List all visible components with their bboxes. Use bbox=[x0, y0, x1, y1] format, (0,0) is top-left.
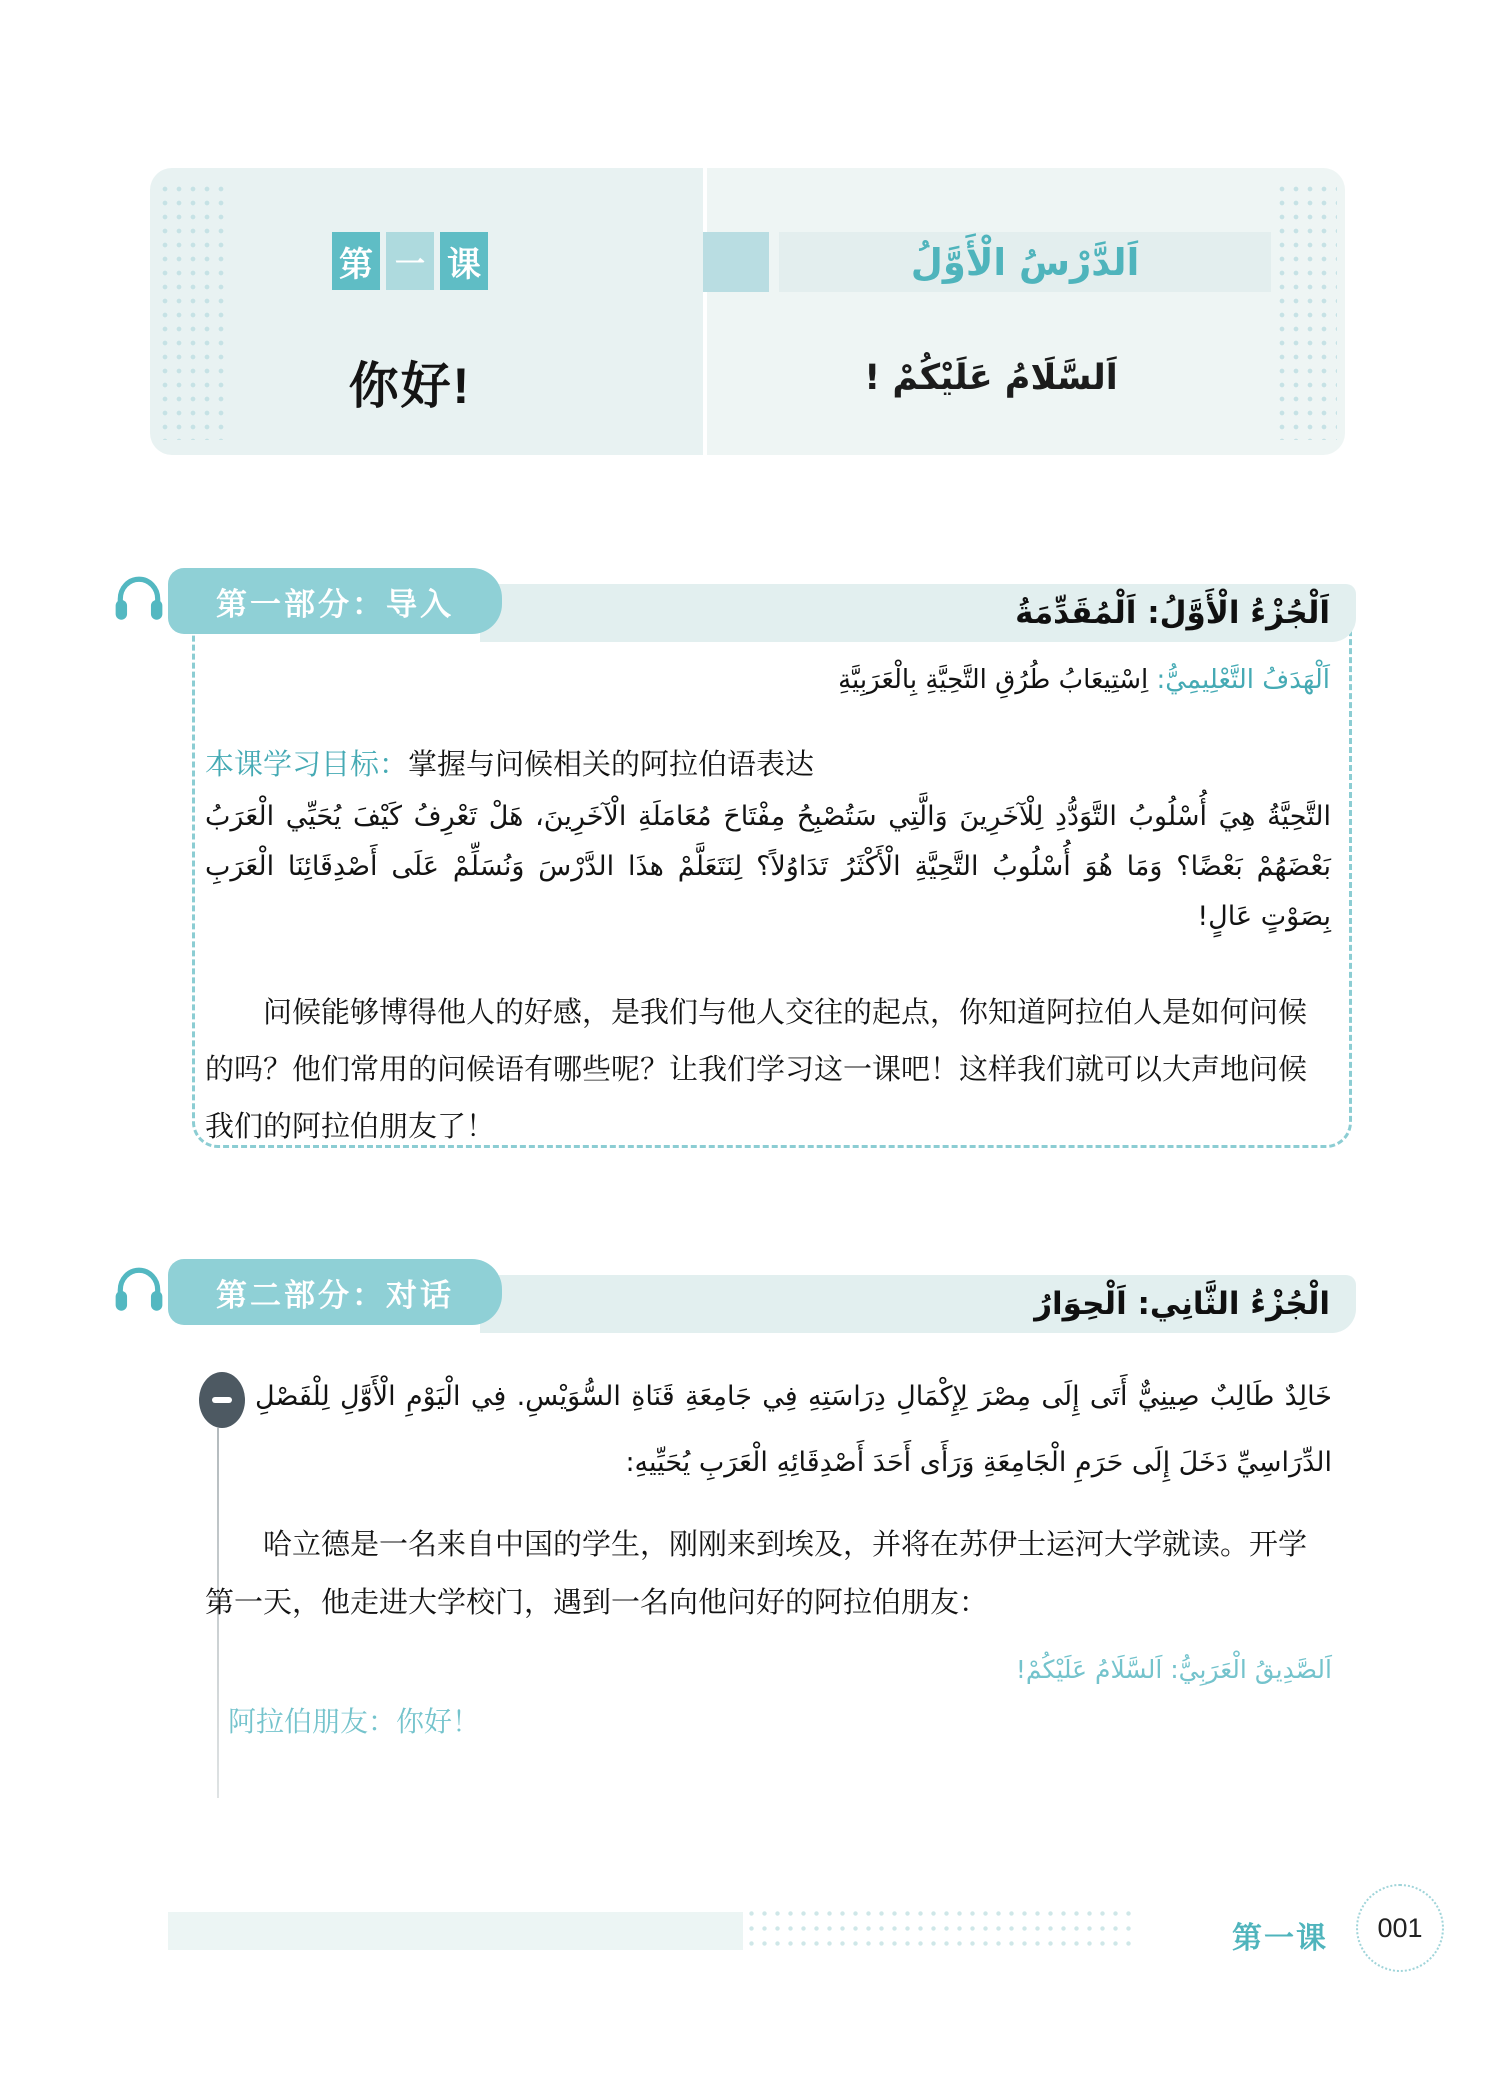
dialogue-narration-chinese: 哈立德是一名来自中国的学生，刚刚来到埃及，并将在苏伊士运河大学就读。开学第一天，他走进大学校门，遇到一名向他问好的阿拉伯朋友： bbox=[205, 1529, 1308, 1619]
lesson-badge-last: 课 bbox=[440, 232, 488, 290]
objective-label-arabic: اَلْهَدَفُ التَّعْلِيمِيُّ: bbox=[1156, 665, 1330, 695]
section-heading-arabic: اَلْجُزْءُ الْأَوَّلُ: اَلْمُقَدِّمَةُ bbox=[1015, 595, 1330, 631]
section-tab-label: 第二部分：对话 bbox=[216, 1277, 454, 1313]
page-number: 001 bbox=[1377, 1912, 1423, 1943]
headphones-icon bbox=[112, 574, 166, 626]
dialogue-narration-arabic: خَالِدٌ طَالِبٌ صِينِيٌّ أَتَى إِلَى مِصْرَ لِإِكْمَالِ دِرَاسَتِهِ فِي جَامِعَةِ قَنَاةِ السُّوَيْسِ. فِي الْيَوْمِ الْأَوَّلِ لِلْفَصْلِ الدِّرَاسِيِّ دَخَلَ إِلَى حَرَمِ الْجَامِعَةِ وَرَأَى أَحَدَ أَصْدِقَائِهِ الْعَرَبِ يُحَيِّيهِ: bbox=[255, 1381, 1332, 1478]
section-tab-intro bbox=[168, 568, 502, 634]
section-tab-dialogue bbox=[168, 1259, 502, 1325]
lesson-badge-first: 第 bbox=[332, 232, 380, 290]
numeral-one-icon bbox=[212, 1397, 232, 1403]
accent-square bbox=[703, 232, 769, 292]
lesson-badge-middle: 一 bbox=[386, 232, 434, 290]
section-band-intro bbox=[480, 584, 1356, 642]
lesson-greeting-arabic: اَلسَّلَامُ عَلَيْكُمْ ! bbox=[864, 358, 1118, 398]
lesson-title-chinese: 你好! bbox=[348, 358, 472, 414]
headphones-icon bbox=[112, 1265, 166, 1317]
section-heading-arabic: الْجُزْءُ الثَّانِي: اَلْحِوَارُ bbox=[1034, 1286, 1330, 1322]
objective-line-arabic bbox=[220, 648, 1330, 712]
dialogue-number-badge bbox=[199, 1372, 245, 1428]
lesson-title-bar bbox=[779, 232, 1271, 292]
objective-text-chinese: 掌握与问候相关的阿拉伯语表达 bbox=[408, 749, 815, 781]
lesson-title-arabic: اَلدَّرْسُ الْأَوَّلُ bbox=[910, 240, 1140, 284]
section-band-dialogue bbox=[480, 1275, 1356, 1333]
page-number-badge bbox=[1356, 1884, 1444, 1972]
intro-paragraph-arabic: التَّحِيَّةُ هِيَ أُسْلُوبُ التَّوَدُّدِ لِلْآخَرِينَ وَالَّتِي سَتُصْبِحُ مِفْتَاحَ مُعَامَلَةِ الْآخَرِينَ، هَلْ تَعْرِفُ كَيْفَ يُحَيِّي الْعَرَبُ بَعْضَهُمْ بَعْضًا؟ وَمَا هُوَ أُسْلُوبُ التَّحِيَّةِ الْأَكْثَرُ تَدَاوُلاً؟ لِنَتَعَلَّمْ هذَا الدَّرْسَ وَنُسَلِّمْ عَلَى أَصْدِقَائِنَا الْعَرَبِ بِصَوْتٍ عَالٍ! bbox=[205, 801, 1331, 932]
lesson-number-badges bbox=[150, 232, 670, 290]
dialogue-line-chinese: 阿拉伯朋友：你好！ bbox=[228, 1707, 481, 1738]
dot-grid-icon bbox=[1275, 182, 1337, 440]
header-card-chinese bbox=[150, 168, 703, 455]
objective-line-chinese bbox=[205, 742, 1331, 783]
intro-paragraph-chinese: 问候能够博得他人的好感，是我们与他人交往的起点，你知道阿拉伯人是如何问候的吗？他们常用的问候语有哪些呢？让我们学习这一课吧！这样我们就可以大声地问候我们的阿拉伯朋友了！ bbox=[205, 997, 1308, 1143]
footer-bar bbox=[168, 1912, 743, 1950]
footer-dot-grid-icon bbox=[745, 1906, 1135, 1954]
section-tab-label: 第一部分：导入 bbox=[216, 586, 454, 622]
objective-text-arabic: اِسْتِيعَابُ طُرُقِ التَّحِيَّةِ بِالْعَرَبِيَّةِ bbox=[838, 665, 1157, 695]
dialogue-line-arabic: اَلصَّدِيقُ الْعَرَبِيُّ: اَلسَّلَامُ عَلَيْكُمْ! bbox=[1015, 1655, 1332, 1684]
header-card-arabic bbox=[707, 168, 1345, 455]
objective-label-chinese: 本课学习目标： bbox=[205, 749, 409, 781]
footer-lesson-label: 第一课 bbox=[1232, 1922, 1328, 1955]
